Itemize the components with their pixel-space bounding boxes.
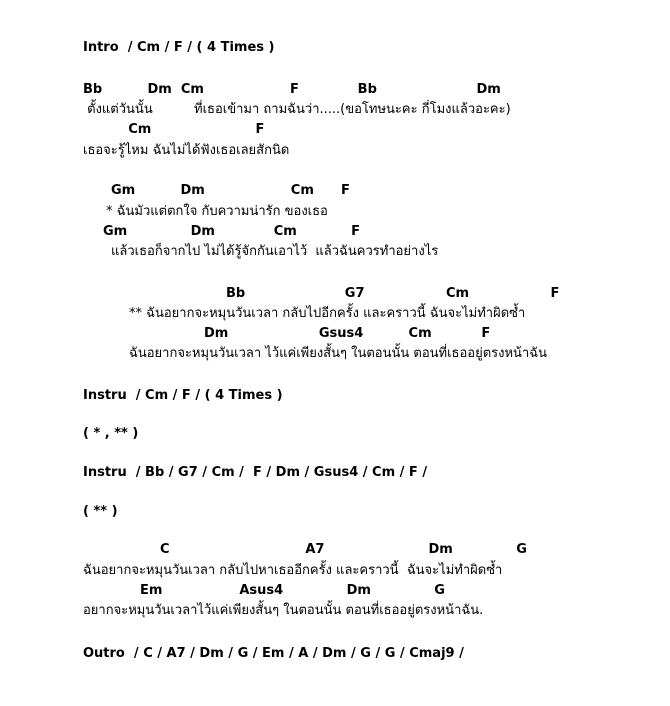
chorus-chord-line: Dm Gsus4 Cm F (204, 326, 491, 341)
repeat-marker: ( ** ) (83, 504, 118, 519)
verse1-lyric-line: ตั้งแต่วันนั้น ที่เธอเข้ามา ถามฉันว่า.....(ขอโทษนะคะ กี่โมงแล้วอะคะ) (83, 102, 511, 117)
chorus-chord-line: Bb G7 Cm F (226, 286, 560, 301)
ending-lyric-line: ฉันอยากจะหมุนวันเวลา กลับไปหาเธออีกครั้ง และคราวนี้ ฉันจะไม่ทำผิดซ้ำ (83, 563, 503, 578)
verse2-chord-line: Gm Dm Cm F (103, 224, 361, 239)
verse2-lyric-line: แล้วเธอก็จากไป ไม่ได้รู้จักกันเอาไว้ แล้วฉันควรทำอย่างไร (111, 244, 439, 259)
outro-line: Outro / C / A7 / Dm / G / Em / A / Dm / G / G / Cmaj9 / (83, 646, 464, 661)
ending-chord-line: Em Asus4 Dm G (140, 583, 445, 598)
repeat-marker: ( * , ** ) (83, 426, 139, 441)
instrumental-line: Instru / Bb / G7 / Cm / F / Dm / Gsus4 / Cm / F / (83, 465, 428, 480)
verse1-chord-line: Bb Dm Cm F Bb Dm (83, 82, 501, 97)
instrumental-line: Instru / Cm / F / ( 4 Times ) (83, 388, 283, 403)
verse1-chord-line: Cm F (83, 122, 265, 137)
chorus-lyric-line: ฉันอยากจะหมุนวันเวลา ไว้แค่เพียงสั้นๆ ในตอนนั้น ตอนที่เธออยู่ตรงหน้าฉัน (129, 346, 547, 361)
chorus-lyric-line: ** ฉันอยากจะหมุนวันเวลา กลับไปอีกครั้ง และคราวนี้ ฉันจะไม่ทำผิดซ้ำ (129, 306, 526, 321)
ending-lyric-line: อยากจะหมุนวันเวลาไว้แค่เพียงสั้นๆ ในตอนนั้น ตอนที่เธออยู่ตรงหน้าฉัน. (83, 603, 484, 618)
ending-chord-line: C A7 Dm G (160, 542, 527, 557)
verse2-chord-line: Gm Dm Cm F (111, 183, 350, 198)
verse2-lyric-line: * ฉันมัวแต่ตกใจ กับความน่ารัก ของเธอ (106, 204, 328, 219)
verse1-lyric-line: เธอจะรู้ไหม ฉันไม่ได้ฟังเธอเลยสักนิด (83, 143, 290, 158)
intro-line: Intro / Cm / F / ( 4 Times ) (83, 40, 275, 55)
